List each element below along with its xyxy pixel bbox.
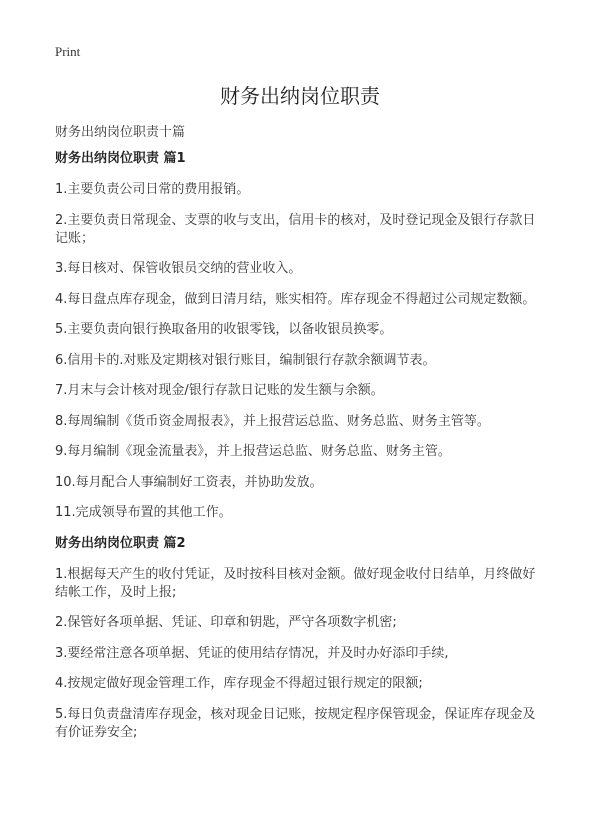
print-link[interactable]: Print [55, 44, 81, 59]
list-item: 4.按规定做好现金管理工作，库存现金不得超过银行规定的限额; [55, 676, 423, 691]
list-item: 3.每日核对、保管收银员交纳的营业收入。 [55, 261, 302, 276]
list-item: 9.每月编制《现金流量表》，并上报营运总监、财务总监、财务主管。 [55, 444, 451, 459]
section-2 [55, 535, 548, 742]
list-item: 1.根据每天产生的收付凭证，及时按科目核对金额。做好现金收付日结单，月终做好结帐工作，及时上报; [55, 566, 536, 600]
list-item: 6.信用卡的.对账及定期核对银行账目，编制银行存款余额调节表。 [55, 352, 436, 368]
list-item: 8.每周编制《货币资金周报表》，并上报营运总监、财务总监、财务主管等。 [55, 413, 490, 429]
list-item: 1.主要负责公司日常的费用报销。 [55, 182, 250, 197]
list-item: 4.每日盘点库存现金，做到日清月结，账实相符。库存现金不得超过公司规定数额。 [55, 291, 536, 307]
list-item: 7.月末与会计核对现金/银行存款日记账的发生额与余额。 [55, 383, 384, 398]
page-title: 财务出纳岗位职责 [220, 84, 380, 108]
document-subtitle: 财务出纳岗位职责十篇 [55, 125, 186, 140]
list-item: 11.完成领导布置的其他工作。 [55, 505, 232, 520]
list-item: 3.要经常注意各项单据、凭证的使用结存情况，并及时办好添印手续, [55, 645, 449, 661]
section-heading: 财务出纳岗位职责 篇2 [55, 535, 186, 551]
section-1 [55, 150, 548, 522]
list-item: 2.保管好各项单据、凭证、印章和钥匙，严守各项数字机密; [55, 615, 397, 630]
section-heading: 财务出纳岗位职责 篇1 [55, 151, 186, 166]
list-item: 10.每月配合人事编制好工资表，并协助发放。 [55, 474, 323, 490]
list-item: 5.主要负责向银行换取备用的收银零钱，以备收银员换零。 [55, 322, 393, 337]
list-item: 2.主要负责日常现金、支票的收与支出，信用卡的核对，及时登记现金及银行存款日记账； [55, 212, 536, 246]
document-body [55, 150, 548, 754]
list-item: 5.每日负责盘清库存现金，核对现金日记账，按规定程序保管现金，保证库存现金及有价证券安全; [55, 706, 536, 740]
